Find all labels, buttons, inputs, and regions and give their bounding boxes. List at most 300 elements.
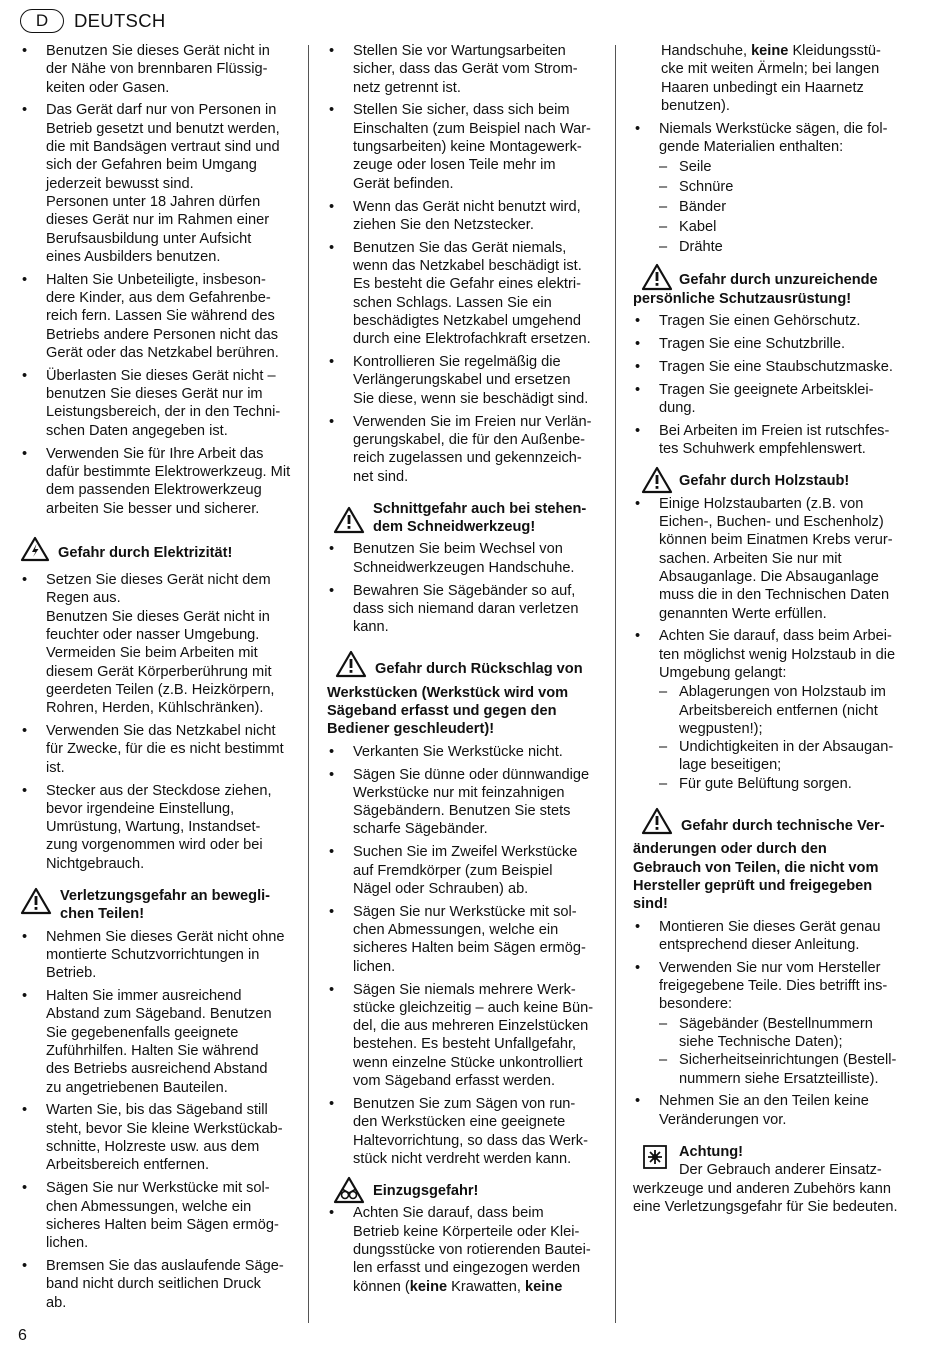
bullet-icon: • bbox=[22, 572, 28, 589]
list-item-line: sicheres Halten beim Sägen ermög- bbox=[46, 1216, 279, 1233]
list-item-line: Wenn das Gerät nicht benutzt wird, bbox=[353, 198, 581, 215]
warning-text-line: persönliche Schutzausrüstung! bbox=[633, 290, 852, 307]
bullet-icon: • bbox=[329, 844, 335, 861]
text-line: Verwenden Sie nur vom Hersteller bbox=[659, 959, 881, 976]
list-item bbox=[20, 367, 300, 440]
sub-list-item bbox=[659, 217, 923, 237]
list-item-line: Verwenden Sie im Freien nur Verlän- bbox=[353, 413, 592, 430]
list-item-line: sicher, dass das Gerät vom Strom- bbox=[353, 61, 578, 78]
list-item-line: Stellen Sie vor Wartungsarbeiten bbox=[353, 43, 566, 59]
text-line: Einige Holzstaubarten (z.B. von bbox=[659, 495, 864, 512]
dash-icon: – bbox=[659, 1052, 668, 1069]
list-item-line: netz getrennt ist. bbox=[353, 79, 461, 96]
list-item bbox=[327, 101, 607, 192]
language-name: DEUTSCH bbox=[74, 9, 166, 31]
list-item-line: Bei Arbeiten im Freien ist rutschfes- bbox=[659, 422, 890, 439]
bullet-icon: • bbox=[329, 582, 335, 599]
text-line: genannten Werte erfüllen. bbox=[659, 605, 827, 622]
list-item-line: Betrieb. bbox=[46, 965, 97, 982]
list-item-line: Sägen Sie niemals mehrere Werk- bbox=[353, 981, 576, 998]
sub-list-line: lage beseitigen; bbox=[679, 757, 782, 774]
list-item bbox=[20, 1101, 300, 1174]
text-lines bbox=[661, 60, 923, 115]
warning-text-line: änderungen oder durch den bbox=[633, 841, 827, 858]
bullet-list bbox=[20, 928, 300, 1312]
warning-heading-kickback bbox=[327, 650, 607, 738]
bullet-icon: • bbox=[635, 358, 641, 375]
list-item-text bbox=[659, 495, 923, 623]
text-line: chen Teilen! bbox=[60, 906, 145, 923]
column-2 bbox=[327, 42, 607, 1301]
bullet-icon: • bbox=[635, 335, 641, 352]
sub-list-line: Für gute Belüftung sorgen. bbox=[679, 775, 852, 792]
list-item-line: Betrieb gesetzt und benutzt werden, bbox=[46, 120, 280, 137]
list-item-line: Benutzen Sie zum Sägen von run- bbox=[353, 1095, 576, 1112]
bullet-icon: • bbox=[22, 1180, 28, 1197]
bullet-icon: • bbox=[635, 312, 641, 329]
dash-icon: – bbox=[659, 179, 668, 196]
sub-list-item bbox=[659, 237, 923, 257]
sub-list-line: Seile bbox=[679, 159, 712, 176]
list-item bbox=[20, 1179, 300, 1252]
bullet-icon: • bbox=[22, 1102, 28, 1119]
list-item-line: dung. bbox=[659, 399, 696, 416]
bullet-icon: • bbox=[22, 445, 28, 462]
bullet-icon: • bbox=[329, 541, 335, 558]
bullet-icon: • bbox=[635, 422, 641, 439]
list-item-line: durch eine Elektrofachkraft ersetzen. bbox=[353, 331, 591, 348]
warning-triangle-icon bbox=[641, 263, 673, 296]
text-line: Achten Sie darauf, dass beim Arbei- bbox=[659, 628, 892, 645]
warning-heading-moving-parts bbox=[20, 887, 300, 924]
warning-text-line: Sägeband erfasst und gegen den bbox=[327, 703, 557, 720]
column-3 bbox=[633, 42, 923, 1216]
sub-list-line: Schnüre bbox=[679, 179, 734, 196]
list-item-line: Gerät befinden. bbox=[353, 175, 454, 192]
list-item-line: Nägel oder Schrauben) ab. bbox=[353, 880, 529, 897]
list-item-line: Sägen Sie dünne oder dünnwandige bbox=[353, 766, 590, 783]
dash-icon: – bbox=[659, 775, 668, 792]
list-item-line: des Betriebs ausreichend Abstand bbox=[46, 1061, 268, 1078]
bullet-icon: • bbox=[329, 766, 335, 783]
warning-triangle-icon bbox=[333, 506, 365, 539]
dash-icon: – bbox=[659, 739, 668, 756]
list-item-text bbox=[659, 959, 923, 1014]
sub-list-line: Undichtigkeiten in der Absaugan- bbox=[679, 739, 894, 756]
list-item bbox=[327, 198, 607, 235]
list-item-line: diesem Gerät Körperberührung mit bbox=[46, 663, 272, 680]
list-item-line: reich fern. Lassen Sie während des bbox=[46, 308, 275, 325]
bullet-icon: • bbox=[22, 723, 28, 740]
bullet-icon: • bbox=[635, 120, 641, 137]
list-item bbox=[20, 722, 300, 777]
text-line: Haaren unbedingt ein Haarnetz bbox=[661, 79, 864, 96]
sub-list-item bbox=[659, 683, 923, 738]
language-code-badge: D bbox=[20, 9, 64, 33]
list-item-line: net sind. bbox=[353, 468, 409, 485]
list-item-line: die mit Bandsägen vertraut sind und bbox=[46, 139, 280, 156]
text-line: besondere: bbox=[659, 996, 733, 1013]
bullet-icon: • bbox=[635, 1093, 641, 1110]
list-item bbox=[633, 120, 923, 258]
warning-text-line: Gebrauch von Teilen, die nicht vom bbox=[633, 859, 879, 876]
sub-list-item bbox=[659, 157, 923, 177]
list-item-line: Stellen Sie sicher, dass sich beim bbox=[353, 102, 570, 119]
list-item-line: lichen. bbox=[46, 1235, 89, 1252]
list-item-line: Halten Sie Unbeteiligte, insbeson- bbox=[46, 271, 266, 288]
warning-triangle-icon bbox=[641, 807, 673, 840]
list-item-line: Schneidwerkzeugen Handschuhe. bbox=[353, 559, 575, 576]
list-item-line: dass sich niemand daran verletzen bbox=[353, 600, 579, 617]
bullet-icon: • bbox=[329, 743, 335, 760]
list-item-line: Regen aus. bbox=[46, 590, 121, 607]
list-item bbox=[633, 381, 923, 418]
list-item-line: Halten Sie immer ausreichend bbox=[46, 988, 242, 1005]
text-line: muss die in den Technischen Daten bbox=[659, 587, 890, 604]
list-item-line: Abstand zum Sägeband. Benutzen bbox=[46, 1006, 272, 1023]
list-item-line: Tragen Sie eine Staubschutzmaske. bbox=[659, 358, 893, 375]
text-line: Niemals Werkstücke sägen, die fol- bbox=[659, 120, 888, 137]
list-item-line: scharfe Sägebänder. bbox=[353, 821, 488, 838]
list-item-line: Sie gegebenenfalls geeignete bbox=[46, 1024, 239, 1041]
warning-triangle-icon bbox=[20, 887, 52, 920]
list-item bbox=[20, 42, 300, 97]
list-item-line: Arbeitsbereich entfernen. bbox=[46, 1157, 210, 1174]
list-item-line: schen Schlags. Lassen Sie ein bbox=[353, 294, 552, 311]
list-item-line: auf Fremdkörper (zum Beispiel bbox=[353, 862, 553, 879]
note-hand-icon bbox=[643, 1145, 667, 1174]
bullet-list bbox=[20, 42, 300, 518]
warning-heading-ppe bbox=[633, 271, 923, 308]
list-item bbox=[327, 413, 607, 486]
list-item bbox=[327, 582, 607, 637]
list-item-line: steht, bevor Sie kleine Werkstückab- bbox=[46, 1120, 283, 1137]
bullet-icon: • bbox=[329, 413, 335, 430]
dash-icon: – bbox=[659, 239, 668, 256]
list-item-line: Werkstücke nur mit feinzahnigen bbox=[353, 784, 565, 801]
list-item bbox=[327, 981, 607, 1091]
text-run: Kleidungsstü- bbox=[788, 43, 881, 59]
list-item-line: del, die aus mehreren Einzelstücken bbox=[353, 1018, 589, 1035]
list-item-line: bevor irgendeine Einstellung, bbox=[46, 800, 235, 817]
sub-list-item bbox=[659, 738, 923, 775]
list-item-line: Setzen Sie dieses Gerät nicht dem bbox=[46, 572, 271, 589]
list-item bbox=[20, 271, 300, 362]
list-item bbox=[20, 928, 300, 983]
warning-text: Einzugsgefahr! bbox=[373, 1183, 479, 1200]
bullet-icon: • bbox=[329, 239, 335, 256]
sub-list-line: wegpusten!); bbox=[679, 720, 763, 737]
warning-text bbox=[60, 887, 300, 924]
list-item-line: Suchen Sie im Zweifel Werkstücke bbox=[353, 844, 578, 861]
text-line: Schnittgefahr auch bei stehen- bbox=[373, 500, 587, 517]
list-item-line: schnitte, Holzreste usw. aus dem bbox=[46, 1139, 260, 1156]
sub-list-line: Sicherheitseinrichtungen (Bestell- bbox=[679, 1052, 897, 1069]
sub-list-item bbox=[659, 197, 923, 217]
text-line: entsprechend dieser Anleitung. bbox=[659, 936, 860, 953]
continued-text bbox=[633, 42, 923, 115]
list-item-line: dieses Gerät nur im Rahmen einer bbox=[46, 212, 270, 229]
bullet-icon: • bbox=[22, 102, 28, 119]
warning-heading-cut bbox=[327, 500, 607, 537]
sub-list-line: Bänder bbox=[679, 199, 727, 216]
list-item-line: eines Ausbilders benutzen. bbox=[46, 248, 221, 265]
list-item-line: Stecker aus der Steckdose ziehen, bbox=[46, 782, 272, 799]
list-item-line: chen Abmessungen, welche ein bbox=[353, 922, 559, 939]
text-run: können ( bbox=[353, 1278, 410, 1295]
warning-text-line: Gefahr durch technische Ver- bbox=[681, 818, 885, 835]
list-item-text bbox=[659, 627, 923, 682]
list-item-line: Verlängerungskabel und ersetzen bbox=[353, 372, 571, 389]
text-line: Montieren Sie dieses Gerät genau bbox=[659, 918, 881, 935]
list-item-line: tes Schuhwerk empfehlenswert. bbox=[659, 441, 866, 458]
list-item-line: vom Sägeband erfasst werden. bbox=[353, 1073, 555, 1090]
list-item-line: Berufsausbildung unter Aufsicht bbox=[46, 230, 252, 247]
text-run-bold: keine bbox=[751, 43, 789, 59]
list-item-line: Sägen Sie nur Werkstücke mit sol- bbox=[353, 903, 577, 920]
list-item-line: ab. bbox=[46, 1294, 67, 1311]
list-item-line: lichen. bbox=[353, 958, 396, 975]
list-item-line: Nehmen Sie dieses Gerät nicht ohne bbox=[46, 928, 285, 945]
text-line bbox=[661, 42, 923, 60]
text-run-bold: keine bbox=[409, 1278, 448, 1295]
warning-text: Gefahr durch Elektrizität! bbox=[58, 544, 233, 561]
list-item-line: Bewahren Sie Sägebänder so auf, bbox=[353, 582, 576, 599]
bullet-icon: • bbox=[635, 959, 641, 976]
list-item-line: Verkanten Sie Werkstücke nicht. bbox=[353, 743, 563, 760]
list-item-line: Tragen Sie eine Schutzbrille. bbox=[659, 335, 846, 352]
list-item bbox=[327, 843, 607, 898]
list-item bbox=[20, 1257, 300, 1312]
text-line: können beim Einatmen Krebs verur- bbox=[659, 532, 893, 549]
sub-list-item bbox=[659, 1051, 923, 1088]
list-item-line: bestehen. Es besteht Unfallgefahr, bbox=[353, 1036, 577, 1053]
list-item-line: Gerät oder das Netzkabel berühren. bbox=[46, 344, 279, 361]
list-item-line: dem passenden Elektrowerkzeug bbox=[46, 482, 262, 499]
bullet-icon: • bbox=[22, 43, 28, 59]
bullet-list bbox=[20, 571, 300, 873]
warning-text-line: Werkstücken (Werkstück wird vom bbox=[327, 684, 569, 701]
text-line: gende Materialien enthalten: bbox=[659, 139, 844, 156]
bullet-list bbox=[327, 743, 607, 1169]
text-run-bold: keine bbox=[525, 1278, 563, 1295]
list-item bbox=[633, 358, 923, 376]
bullet-icon: • bbox=[635, 381, 641, 398]
list-item bbox=[327, 903, 607, 976]
text-line: ten möglichst wenig Holzstaub in die bbox=[659, 646, 896, 663]
text-line: Absauganlage. Die Absauganlage bbox=[659, 568, 879, 585]
bullet-icon: • bbox=[635, 628, 641, 645]
list-item bbox=[327, 239, 607, 349]
list-item-line: Zuführhilfen. Halten Sie während bbox=[46, 1043, 259, 1059]
text-line: cke mit weiten Ärmeln; bei langen bbox=[661, 61, 880, 78]
dash-icon: – bbox=[659, 159, 668, 176]
dash-icon: – bbox=[659, 219, 668, 236]
list-item-line: ist. bbox=[46, 759, 65, 776]
warning-text: Gefahr durch Holzstaub! bbox=[679, 473, 850, 490]
list-item-line: montierte Schutzvorrichtungen in bbox=[46, 946, 260, 963]
bullet-icon: • bbox=[22, 928, 28, 945]
list-item-text-last bbox=[353, 1278, 607, 1296]
list-item bbox=[327, 540, 607, 577]
list-item-line: Nichtgebrauch. bbox=[46, 855, 145, 872]
list-item bbox=[633, 627, 923, 793]
list-item-line: arbeiten Sie besser und sicherer. bbox=[46, 500, 260, 517]
list-item-line: Sie diese, wenn sie beschädigt sind. bbox=[353, 390, 589, 407]
list-item-line: zeuge oder losen Teile mehr im bbox=[353, 157, 556, 174]
list-item-line: Haltevorrichtung, so dass das Werk- bbox=[353, 1132, 588, 1149]
electric-hazard-icon bbox=[20, 536, 50, 567]
warning-text bbox=[373, 500, 607, 537]
list-item-line: Sägen Sie nur Werkstücke mit sol- bbox=[46, 1180, 270, 1197]
list-item-line: beschädigtes Netzkabel umgehend bbox=[353, 312, 581, 329]
list-item bbox=[20, 987, 300, 1097]
list-item-line: Vermeiden Sie beim Arbeiten mit bbox=[46, 645, 258, 662]
list-item-line: keiten oder Gasen. bbox=[46, 79, 170, 96]
list-item-line: Tragen Sie einen Gehörschutz. bbox=[659, 312, 861, 329]
list-item-line: Verwenden Sie für Ihre Arbeit das bbox=[46, 445, 264, 462]
list-item-line: Einschalten (zum Beispiel nach War- bbox=[353, 120, 591, 137]
text-line: dungsstücke von rotierenden Bautei- bbox=[353, 1242, 591, 1259]
list-item-line: sicheres Halten beim Sägen ermög- bbox=[353, 940, 586, 957]
list-item-line: wenn einzelne Stücke unkontrolliert bbox=[353, 1054, 583, 1071]
text-run: Handschuhe, bbox=[661, 43, 752, 59]
list-item bbox=[327, 766, 607, 839]
note-text-line: Der Gebrauch anderer Einsatz- bbox=[679, 1162, 882, 1179]
bullet-icon: • bbox=[329, 354, 335, 371]
dash-icon: – bbox=[659, 1015, 668, 1032]
sub-list bbox=[659, 157, 923, 257]
list-item bbox=[633, 312, 923, 330]
list-item-line: Umrüstung, Wartung, Instandset- bbox=[46, 819, 261, 836]
list-item-line: für Zwecke, für die es nicht bestimmt bbox=[46, 741, 284, 758]
list-item-line: stücke gleichzeitig – auch keine Bün- bbox=[353, 999, 594, 1016]
sub-list-line: Ablagerungen von Holzstaub im bbox=[679, 684, 886, 701]
text-line: freigegebene Teile. Dies betrifft ins- bbox=[659, 978, 888, 995]
list-item-line: sich der Gefahren beim Umgang bbox=[46, 157, 257, 174]
warning-text-line: Gefahr durch Rückschlag von bbox=[375, 661, 583, 678]
list-item bbox=[20, 101, 300, 266]
list-item bbox=[20, 782, 300, 873]
sub-list-item bbox=[659, 1015, 923, 1052]
list-item-line: dere Kinder, aus dem Gefahrenbe- bbox=[46, 290, 271, 307]
sub-list-line: siehe Technische Daten); bbox=[679, 1033, 843, 1050]
list-item-line: zung vorgenommen wird oder bei bbox=[46, 837, 263, 854]
list-item-line: Warten Sie, bis das Sägeband still bbox=[46, 1102, 268, 1119]
list-item-line: Sägebändern. Benutzen Sie stets bbox=[353, 803, 571, 820]
list-item-line: Das Gerät darf nur von Personen in bbox=[46, 102, 277, 119]
bullet-icon: • bbox=[329, 903, 335, 920]
list-item-line: dafür bestimmte Elektrowerkzeug. Mit bbox=[46, 463, 291, 480]
list-item-line: Leistungsbereich, der in den Techni- bbox=[46, 404, 281, 421]
list-item-line: ziehen Sie den Netzstecker. bbox=[353, 216, 534, 233]
column-1 bbox=[20, 42, 300, 1317]
bullet-list bbox=[327, 42, 607, 486]
sub-list-line: Kabel bbox=[679, 219, 717, 236]
text-line: sachen. Arbeiten Sie nur mit bbox=[659, 550, 842, 567]
sub-list-item bbox=[659, 775, 923, 793]
warning-text-wrap bbox=[327, 650, 607, 738]
list-item-line: schen Daten angegeben ist. bbox=[46, 422, 228, 439]
list-item-line: Betriebs andere Personen nicht das bbox=[46, 326, 279, 343]
list-item bbox=[633, 495, 923, 623]
dash-icon: – bbox=[659, 199, 668, 216]
dash-icon: – bbox=[659, 684, 668, 701]
list-item-line: reich zugelassen und gekennzeich- bbox=[353, 450, 582, 467]
text-line: Achten Sie darauf, dass beim bbox=[353, 1205, 544, 1222]
sub-list-item bbox=[659, 177, 923, 197]
bullet-icon: • bbox=[22, 367, 28, 384]
list-item-line: Benutzen Sie beim Wechsel von bbox=[353, 541, 563, 558]
list-item-line: Benutzen Sie dieses Gerät nicht in bbox=[46, 43, 270, 59]
text-line: Betrieb keine Körperteile oder Klei- bbox=[353, 1223, 580, 1240]
list-item bbox=[20, 571, 300, 717]
column-divider bbox=[308, 45, 309, 1323]
bullet-icon: • bbox=[329, 981, 335, 998]
list-item bbox=[327, 353, 607, 408]
warning-triangle-icon bbox=[335, 650, 367, 683]
list-item-line: Überlasten Sie dieses Gerät nicht – bbox=[46, 367, 276, 384]
list-item-line: geerdeten Teilen (z.B. Heizkörpern, bbox=[46, 681, 275, 698]
list-item bbox=[633, 422, 923, 459]
list-item-line: Benutzen Sie das Gerät niemals, bbox=[353, 239, 567, 256]
sub-list bbox=[659, 1015, 923, 1088]
page-number: 6 bbox=[18, 1327, 27, 1344]
list-item-line: band nicht durch seitlichen Druck bbox=[46, 1276, 261, 1293]
list-item bbox=[633, 959, 923, 1088]
bullet-icon: • bbox=[22, 782, 28, 799]
note-text-line: eine Verletzungsgefahr für Sie bedeuten. bbox=[633, 1198, 898, 1215]
list-item-line: der Nähe von brennbaren Flüssig- bbox=[46, 61, 268, 78]
sub-list-line: nummern siehe Ersatzteilliste). bbox=[679, 1070, 879, 1087]
list-item-line: feuchter oder nasser Umgebung. bbox=[46, 626, 260, 643]
bullet-icon: • bbox=[329, 198, 335, 215]
list-item-text bbox=[353, 1204, 607, 1277]
bullet-icon: • bbox=[22, 271, 28, 288]
text-line: benutzen). bbox=[661, 97, 730, 114]
list-item-line: benutzen Sie dieses Gerät nur im bbox=[46, 386, 263, 403]
list-item bbox=[327, 1095, 607, 1168]
column-divider bbox=[615, 45, 616, 1323]
list-item-line: chen Abmessungen, welche ein bbox=[46, 1198, 252, 1215]
bullet-icon: • bbox=[329, 1205, 335, 1222]
sub-list-line: Arbeitsbereich entfernen (nicht bbox=[679, 702, 878, 719]
warning-text-line: sind! bbox=[633, 896, 668, 913]
list-item bbox=[633, 1092, 923, 1129]
list-item-line: Bremsen Sie das auslaufende Säge- bbox=[46, 1258, 284, 1275]
list-item-line: Personen unter 18 Jahren dürfen bbox=[46, 193, 261, 210]
list-item-line: Verwenden Sie das Netzkabel nicht bbox=[46, 723, 276, 740]
text-line: dem Schneidwerkzeug! bbox=[373, 519, 536, 536]
list-item-line: wenn das Netzkabel beschädigt ist. bbox=[353, 258, 582, 275]
bullet-icon: • bbox=[635, 918, 641, 935]
list-item-line: Kontrollieren Sie regelmäßig die bbox=[353, 354, 561, 371]
note-text-line: werkzeuge und anderen Zubehörs kann bbox=[633, 1180, 891, 1197]
sub-list-line: Drähte bbox=[679, 239, 723, 256]
list-item bbox=[327, 42, 607, 97]
note-attention bbox=[633, 1143, 923, 1216]
list-item-text bbox=[659, 918, 923, 955]
bullet-icon: • bbox=[22, 1258, 28, 1275]
sub-list-line: Sägebänder (Bestellnummern bbox=[679, 1015, 873, 1032]
list-item-line: Benutzen Sie dieses Gerät nicht in bbox=[46, 608, 270, 625]
text-line: Nehmen Sie an den Teilen keine bbox=[659, 1093, 869, 1110]
text-line: Umgebung gelangt: bbox=[659, 664, 787, 681]
warning-heading-technical-changes bbox=[633, 807, 923, 913]
bullet-icon: • bbox=[22, 988, 28, 1005]
list-item-line: jederzeit bewusst sind. bbox=[46, 175, 194, 192]
list-item-line: stück nicht verdreht werden kann. bbox=[353, 1150, 572, 1167]
